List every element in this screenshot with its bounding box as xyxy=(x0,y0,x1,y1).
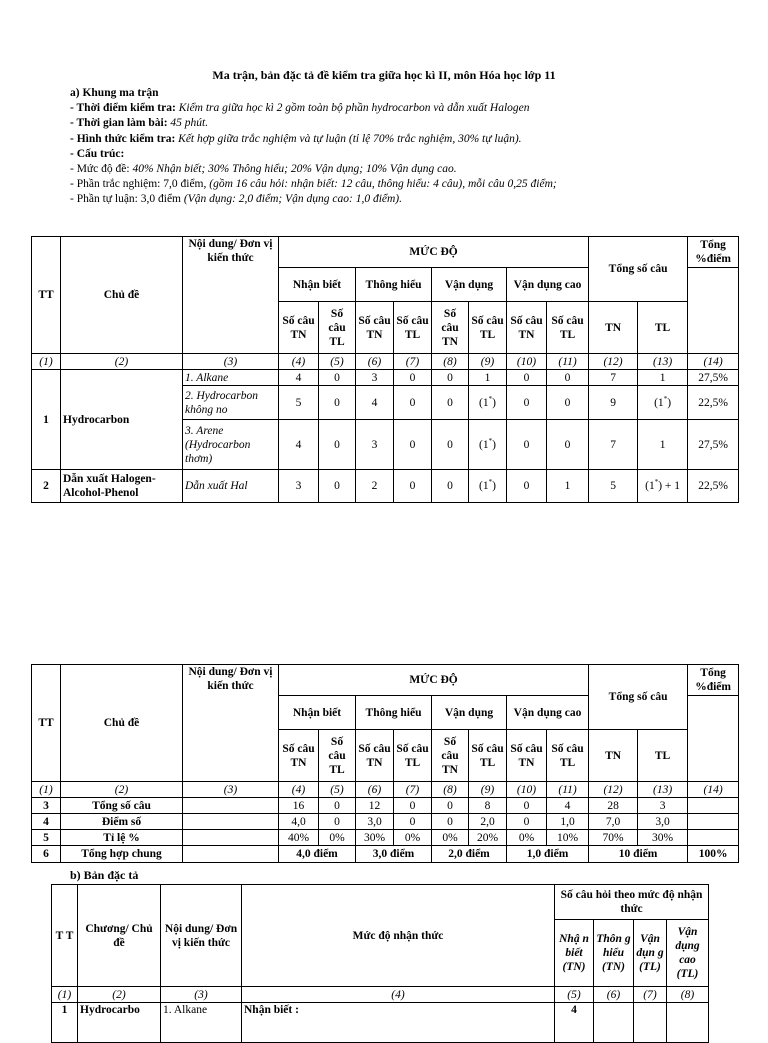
header-tt: TT xyxy=(32,237,61,354)
summary-cell xyxy=(688,814,739,830)
header-q-tl: Số câu TL xyxy=(469,730,507,782)
spec-row1-vd xyxy=(634,1003,667,1043)
column-number: (12) xyxy=(589,354,638,370)
cell: 2 xyxy=(356,470,394,503)
summary-cell: 0 xyxy=(432,798,469,814)
summary-blank xyxy=(183,814,279,830)
summary-cell: 0% xyxy=(394,830,432,846)
column-number: (5) xyxy=(319,354,356,370)
column-number: (13) xyxy=(638,354,688,370)
summary-cell: 0 xyxy=(319,798,356,814)
column-number: (7) xyxy=(394,782,432,798)
cell: 3 xyxy=(356,420,394,470)
header-level: MỨC ĐỘ xyxy=(279,237,589,268)
column-number: (14) xyxy=(688,782,739,798)
spec-row1-nb: 4 xyxy=(555,1003,594,1043)
header-total-q: Tổng số câu xyxy=(589,665,688,730)
spec-header-content: Nội dung/ Đơn vị kiến thức xyxy=(161,885,242,987)
column-number: (10) xyxy=(507,354,547,370)
cell: 7 xyxy=(589,370,638,386)
header-total-tn: TN xyxy=(589,302,638,354)
header-pct-blank xyxy=(688,696,739,782)
summary-num: 4 xyxy=(32,814,61,830)
header-q-tl: Số câu TL xyxy=(547,302,589,354)
header-q-tl: Số câu TL xyxy=(319,730,356,782)
column-number: (3) xyxy=(161,987,242,1003)
cell: 5 xyxy=(589,470,638,503)
header-total-tn: TN xyxy=(589,730,638,782)
header-recognize: Nhận biết xyxy=(279,268,356,302)
total-points: 10 điểm xyxy=(589,846,688,863)
cell: 27,5% xyxy=(688,420,739,470)
summary-blank xyxy=(183,798,279,814)
total-pct: 100% xyxy=(688,846,739,863)
column-number: (3) xyxy=(183,782,279,798)
time-value: Kiểm tra giữa học kì 2 gồm toàn bộ phần hydrocarbon và dẫn xuất Halogen xyxy=(178,102,530,115)
summary-cell xyxy=(688,798,739,814)
unit-cell: 1. Alkane xyxy=(183,370,279,386)
header-understand: Thông hiểu xyxy=(356,268,432,302)
header-q-tl: Số câu TL xyxy=(394,730,432,782)
summary-cell: 0% xyxy=(432,830,469,846)
cell: 0 xyxy=(319,370,356,386)
header-topic: Chủ đề xyxy=(61,665,183,782)
duration-label: - Thời gian làm bài: xyxy=(70,117,168,130)
cell: 0 xyxy=(394,420,432,470)
column-number: (1) xyxy=(52,987,78,1003)
unit-cell: 2. Hydrocarbon không no xyxy=(183,386,279,420)
column-number: (9) xyxy=(469,782,507,798)
spec-row1-vdc xyxy=(667,1003,709,1043)
cell: 22,5% xyxy=(688,470,739,503)
essay-prefix: - Phần tự luận: 3,0 điểm xyxy=(70,193,184,206)
header-apply-high: Vận dụng cao xyxy=(507,696,589,730)
summary-cell: 0 xyxy=(507,798,547,814)
column-number: (7) xyxy=(394,354,432,370)
summary-cell: 0 xyxy=(507,814,547,830)
unit-cell: Dẫn xuất Hal xyxy=(183,470,279,503)
header-level: MỨC ĐỘ xyxy=(279,665,589,696)
cell: 1 xyxy=(547,470,589,503)
header-q-tl: Số câu TL xyxy=(469,302,507,354)
summary-cell: 30% xyxy=(356,830,394,846)
column-number: (11) xyxy=(547,782,589,798)
cell: 1 xyxy=(469,370,507,386)
group1-num: 1 xyxy=(32,370,61,470)
format-value: Kết hợp giữa trắc nghiệm và tự luận (tỉ lệ 70% trắc nghiệm, 30% tự luận). xyxy=(178,132,522,145)
structure-label: - Cấu trúc: xyxy=(70,147,125,160)
header-apply-high: Vận dụng cao xyxy=(507,268,589,302)
cell: 0 xyxy=(394,370,432,386)
header-total-tl: TL xyxy=(638,302,688,354)
summary-cell: 3,0 xyxy=(638,814,688,830)
summary-label: Tổng số câu xyxy=(61,798,183,814)
header-pct-blank xyxy=(688,268,739,354)
cell: 5 xyxy=(279,386,319,420)
column-number: (9) xyxy=(469,354,507,370)
cell: 3 xyxy=(279,470,319,503)
header-apply: Vận dụng xyxy=(432,268,507,302)
intro-block xyxy=(70,86,760,208)
cell: 0 xyxy=(394,470,432,503)
cell: 0 xyxy=(547,420,589,470)
group2-num: 2 xyxy=(32,470,61,503)
duration-value: 45 phút. xyxy=(170,117,209,130)
header-q-tl: Số câu TL xyxy=(394,302,432,354)
total-num: 6 xyxy=(32,846,61,863)
summary-cell: 7,0 xyxy=(589,814,638,830)
cell: (1*) xyxy=(638,386,688,420)
cell: 0 xyxy=(319,386,356,420)
superscript-star: * xyxy=(488,436,493,445)
cell: 1 xyxy=(638,420,688,470)
header-q-tn: Số câu TN xyxy=(356,730,394,782)
cell: 0 xyxy=(319,420,356,470)
cell: 0 xyxy=(432,470,469,503)
summary-cell: 70% xyxy=(589,830,638,846)
summary-cell: 16 xyxy=(279,798,319,814)
column-number: (14) xyxy=(688,354,739,370)
column-number: (5) xyxy=(555,987,594,1003)
column-number: (5) xyxy=(319,782,356,798)
page-title: Ma trận, bản đặc tả đề kiểm tra giữa học kì II, môn Hóa học lớp 11 xyxy=(212,68,556,82)
superscript-star: * xyxy=(654,478,659,487)
cell: (1*) xyxy=(469,470,507,503)
header-q-tn: Số câu TN xyxy=(507,302,547,354)
column-number: (1) xyxy=(32,782,61,798)
column-number: (4) xyxy=(242,987,555,1003)
total-understand: 3,0 điểm xyxy=(356,846,432,863)
essay-value: (Vận dụng: 2,0 điểm; Vận dụng cao: 1,0 điểm). xyxy=(183,193,403,206)
level-prefix: - Mức độ đề: xyxy=(70,163,133,176)
summary-cell: 3,0 xyxy=(356,814,394,830)
column-number: (6) xyxy=(356,782,394,798)
spec-table xyxy=(51,884,709,1043)
cell: 0 xyxy=(394,386,432,420)
header-tt: TT xyxy=(32,665,61,782)
summary-cell: 0% xyxy=(507,830,547,846)
spec-header-tt: T T xyxy=(52,885,78,987)
mc-prefix: - Phần trắc nghiệm: 7,0 điểm, xyxy=(70,178,210,191)
spec-row1-num: 1 xyxy=(52,1003,78,1043)
spec-header-level: Mức độ nhận thức xyxy=(242,885,555,987)
summary-cell: 1,0 xyxy=(547,814,589,830)
matrix-table-2 xyxy=(31,664,739,863)
total-recognize: 4,0 điểm xyxy=(279,846,356,863)
header-total-q: Tổng số câu xyxy=(589,237,688,302)
summary-cell: 28 xyxy=(589,798,638,814)
cell: 7 xyxy=(589,420,638,470)
total-blank xyxy=(183,846,279,863)
cell: (1*) + 1 xyxy=(638,470,688,503)
header-apply: Vận dụng xyxy=(432,696,507,730)
spec-header-chapter: Chương/ Chủ đề xyxy=(78,885,161,987)
summary-cell: 12 xyxy=(356,798,394,814)
cell: 9 xyxy=(589,386,638,420)
group1-topic: Hydrocarbon xyxy=(61,370,183,470)
column-number: (11) xyxy=(547,354,589,370)
spec-header-vd: Vận dụn g (TL) xyxy=(634,920,667,987)
spec-row1-th xyxy=(594,1003,634,1043)
summary-num: 5 xyxy=(32,830,61,846)
cell: 0 xyxy=(432,370,469,386)
summary-cell xyxy=(688,830,739,846)
header-q-tn: Số câu TN xyxy=(432,730,469,782)
column-number: (2) xyxy=(78,987,161,1003)
summary-cell: 2,0 xyxy=(469,814,507,830)
summary-label: Điểm số xyxy=(61,814,183,830)
superscript-star: * xyxy=(663,394,668,403)
header-topic: Chủ đề xyxy=(61,237,183,354)
level-value: 40% Nhận biết; 30% Thông hiểu; 20% Vận dụng; 10% Vận dụng cao. xyxy=(132,163,457,176)
summary-num: 3 xyxy=(32,798,61,814)
column-number: (4) xyxy=(279,782,319,798)
header-content: Nội dung/ Đơn vị kiến thức xyxy=(183,237,279,354)
summary-cell: 0 xyxy=(319,814,356,830)
column-number: (13) xyxy=(638,782,688,798)
summary-cell: 40% xyxy=(279,830,319,846)
total-apply-high: 1,0 điểm xyxy=(507,846,589,863)
superscript-star: * xyxy=(488,394,493,403)
summary-label: Tỉ lệ % xyxy=(61,830,183,846)
cell: 4 xyxy=(279,420,319,470)
column-number: (10) xyxy=(507,782,547,798)
column-number: (2) xyxy=(61,782,183,798)
cell: (1*) xyxy=(469,386,507,420)
cell: 0 xyxy=(547,370,589,386)
summary-cell: 20% xyxy=(469,830,507,846)
spec-row1-level: Nhận biết : xyxy=(242,1003,555,1043)
summary-cell: 0% xyxy=(319,830,356,846)
summary-cell: 3 xyxy=(638,798,688,814)
header-q-tn: Số câu TN xyxy=(279,302,319,354)
cell: 27,5% xyxy=(688,370,739,386)
header-content: Nội dung/ Đơn vị kiến thức xyxy=(183,665,279,782)
spec-header-vdc: Vận dụng cao (TL) xyxy=(667,920,709,987)
column-number: (6) xyxy=(594,987,634,1003)
column-number: (3) xyxy=(183,354,279,370)
group2-topic: Dẫn xuất Halogen-Alcohol-Phenol xyxy=(61,470,183,503)
header-q-tl: Số câu TL xyxy=(319,302,356,354)
spec-header-th: Thôn g hiểu (TN) xyxy=(594,920,634,987)
matrix-table-1 xyxy=(31,236,739,503)
summary-cell: 10% xyxy=(547,830,589,846)
cell: 0 xyxy=(432,420,469,470)
format-label: - Hình thức kiểm tra: xyxy=(70,132,176,145)
header-q-tn: Số câu TN xyxy=(279,730,319,782)
header-total-pct: Tổng %điểm xyxy=(688,237,739,268)
unit-cell: 3. Arene (Hydrocarbon thơm) xyxy=(183,420,279,470)
header-recognize: Nhận biết xyxy=(279,696,356,730)
summary-cell: 4 xyxy=(547,798,589,814)
superscript-star: * xyxy=(488,478,493,487)
cell: 0 xyxy=(319,470,356,503)
cell: 0 xyxy=(547,386,589,420)
cell: 22,5% xyxy=(688,386,739,420)
cell: 3 xyxy=(356,370,394,386)
column-number: (6) xyxy=(356,354,394,370)
section-b-heading: b) Bản đặc tả xyxy=(70,868,139,882)
header-q-tl: Số câu TL xyxy=(547,730,589,782)
column-number: (2) xyxy=(61,354,183,370)
cell: 4 xyxy=(279,370,319,386)
column-number: (8) xyxy=(667,987,709,1003)
spec-header-count: Số câu hỏi theo mức độ nhận thức xyxy=(555,885,709,920)
column-number: (12) xyxy=(589,782,638,798)
cell: (1*) xyxy=(469,420,507,470)
column-number: (4) xyxy=(279,354,319,370)
summary-blank xyxy=(183,830,279,846)
total-apply: 2,0 điểm xyxy=(432,846,507,863)
spec-row1-unit: 1. Alkane xyxy=(161,1003,242,1043)
section-a-heading: a) Khung ma trận xyxy=(70,87,159,99)
summary-cell: 0 xyxy=(394,814,432,830)
cell: 0 xyxy=(432,386,469,420)
header-q-tn: Số câu TN xyxy=(507,730,547,782)
header-total-pct: Tổng %điểm xyxy=(688,665,739,696)
header-total-tl: TL xyxy=(638,730,688,782)
cell: 4 xyxy=(356,386,394,420)
cell: 1 xyxy=(638,370,688,386)
cell: 0 xyxy=(507,386,547,420)
header-q-tn: Số câu TN xyxy=(432,302,469,354)
column-number: (8) xyxy=(432,354,469,370)
column-number: (1) xyxy=(32,354,61,370)
header-q-tn: Số câu TN xyxy=(356,302,394,354)
cell: 0 xyxy=(507,370,547,386)
spec-row1-chapter: Hydrocarbo xyxy=(78,1003,161,1043)
summary-cell: 4,0 xyxy=(279,814,319,830)
summary-cell: 0 xyxy=(394,798,432,814)
cell: 0 xyxy=(507,470,547,503)
cell: 0 xyxy=(507,420,547,470)
summary-cell: 30% xyxy=(638,830,688,846)
spec-header-nb: Nhậ n biết (TN) xyxy=(555,920,594,987)
summary-cell: 8 xyxy=(469,798,507,814)
summary-cell: 0 xyxy=(432,814,469,830)
total-label: Tổng hợp chung xyxy=(61,846,183,863)
column-number: (8) xyxy=(432,782,469,798)
time-label: - Thời điểm kiểm tra: xyxy=(70,102,176,115)
mc-value: (gồm 16 câu hỏi: nhận biết: 12 câu, thông hiểu: 4 câu), mỗi câu 0,25 điểm; xyxy=(209,178,557,191)
column-number: (7) xyxy=(634,987,667,1003)
header-understand: Thông hiểu xyxy=(356,696,432,730)
